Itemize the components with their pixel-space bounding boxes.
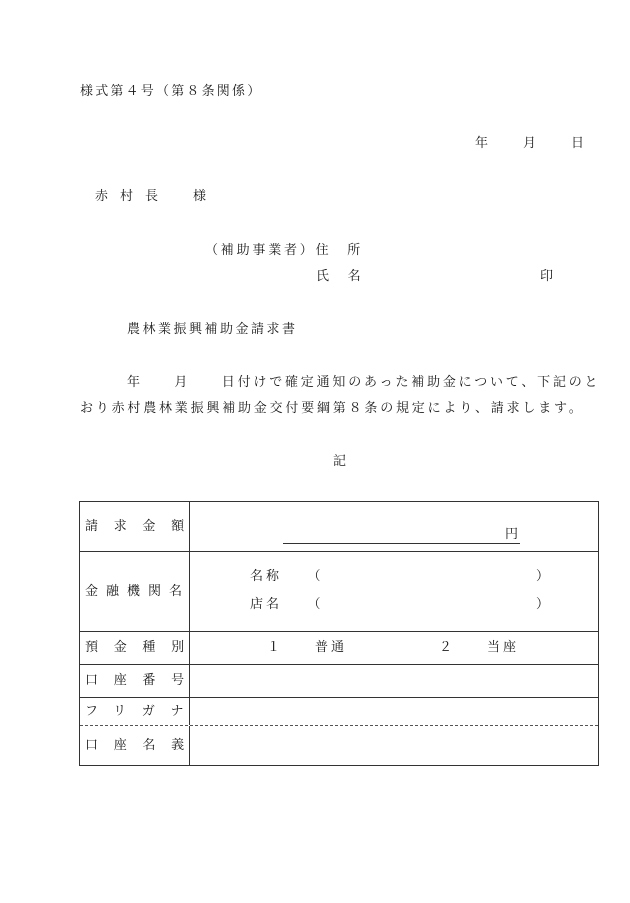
deposit-type-label: 預金種別: [80, 632, 190, 664]
honorific: 様: [193, 189, 207, 204]
body-text-line-2: おり赤村農林業振興補助金交付要綱第８条の規定により、請求します。: [80, 401, 585, 416]
bank-field[interactable]: [190, 552, 598, 631]
deposit-option-current[interactable]: ２ 当座: [439, 640, 520, 655]
furigana-field[interactable]: [190, 698, 598, 725]
row-account-number: [80, 665, 598, 698]
deposit-option-ordinary[interactable]: １ 普通: [267, 640, 348, 655]
claim-amount-label: 請求金額: [80, 502, 190, 551]
claim-details-table: [79, 501, 599, 766]
bank-name-close-paren: ）: [536, 569, 553, 584]
account-holder-field[interactable]: [190, 726, 598, 765]
row-bank: [80, 552, 598, 632]
account-number-field[interactable]: [190, 665, 598, 697]
account-number-label: 口座番号: [80, 665, 190, 697]
bank-branch-close-paren: ）: [536, 597, 553, 612]
furigana-label: フリガナ: [80, 698, 190, 725]
bank-label: 金融機関名: [80, 552, 190, 631]
claim-amount-field[interactable]: [190, 502, 598, 551]
applicant-name-label: 氏 名: [316, 269, 364, 284]
row-deposit-type: [80, 632, 598, 665]
form-number: 様式第４号（第８条関係）: [80, 84, 263, 99]
applicant-address-label: （補助事業者）住 所: [205, 243, 364, 258]
note-heading: 記: [333, 454, 347, 469]
bank-branch-label: 店名 （: [250, 597, 324, 612]
row-account-holder: [80, 726, 598, 765]
seal-mark: 印: [540, 269, 554, 284]
row-furigana: [80, 698, 598, 726]
addressee: 赤村長: [95, 189, 171, 204]
bank-name-label: 名称 （: [250, 569, 324, 584]
account-holder-label: 口座名義: [80, 726, 190, 765]
deposit-type-field[interactable]: [190, 632, 598, 664]
row-claim-amount: [80, 502, 598, 552]
date-line: 年 月 日: [475, 136, 588, 151]
document-title: 農林業振興補助金請求書: [127, 322, 298, 337]
body-text-line-1: 年 月 日付けで確定通知のあった補助金について、下記のと: [127, 375, 601, 390]
yen-unit: 円: [504, 527, 518, 542]
amount-underline: [283, 527, 520, 544]
